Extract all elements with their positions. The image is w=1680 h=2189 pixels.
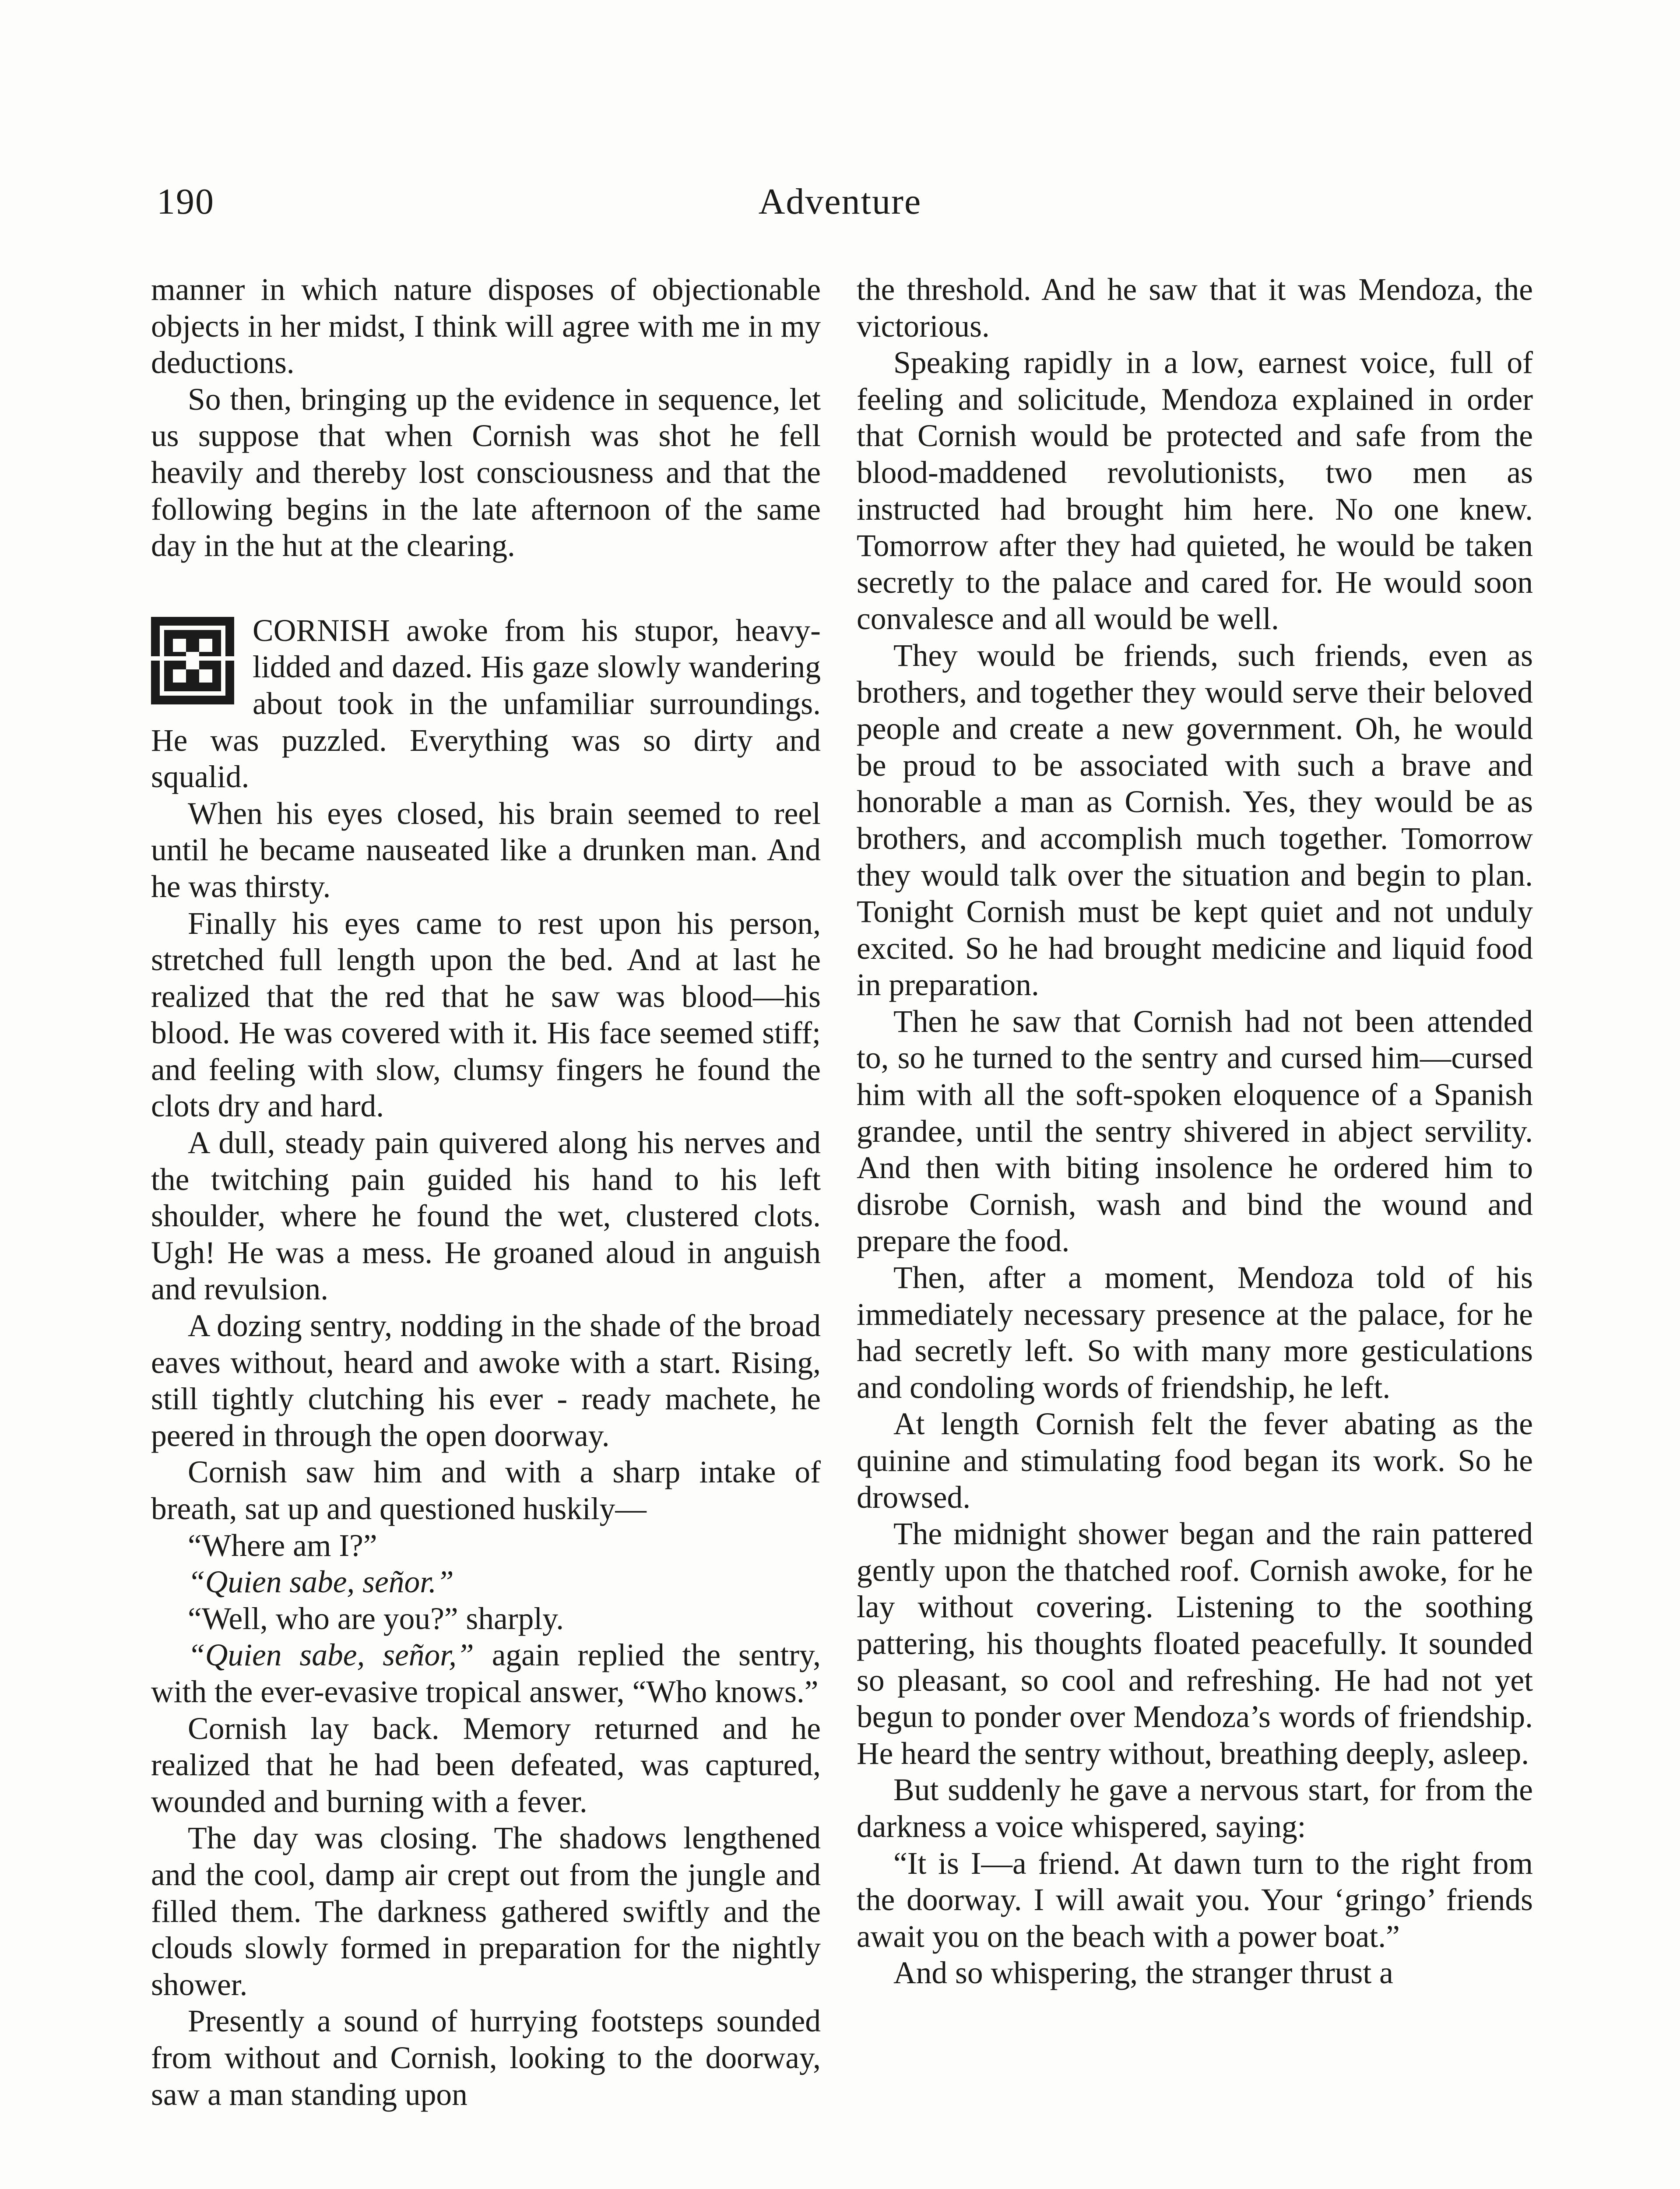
paragraph: The midnight shower began and the rain pattered gently upon the thatched roof. Cornish awoke, for he lay without covering. Listening to the soothing pattering, his thoughts floated peacefully. It sounded so pleasant, so cool and refreshing. He had not yet begun to ponder over Mendoza’s words of friendship. He heard the sentry without, breathing deeply, asleep. xyxy=(857,1517,1533,1771)
page-number: 190 xyxy=(157,181,214,222)
dialogue-line: “Well, who are you?” sharply. xyxy=(188,1601,564,1636)
right-column xyxy=(857,271,1533,1992)
paragraph: The day was closing. The shadows lengthened and the cool, damp air crept out from the jungle and filled them. The darkness gathered swiftly and the clouds slowly formed in preparation for the nightly shower. xyxy=(151,1821,821,2002)
paragraph: Finally his eyes came to rest upon his person, stretched full length upon the bed. And at last he realized that the red that he saw was blood—his blood. He was covered with it. His face seemed stiff; and feeling with slow, clumsy fingers he found the clots dry and hard. xyxy=(151,906,821,1124)
italic-quote: “Quien sabe, señor.” xyxy=(188,1565,454,1600)
paragraph: Cornish lay back. Memory returned and he realized that he had been defeated, was captured, wounded and burning with a fever. xyxy=(151,1711,821,1819)
section-opening-paragraph xyxy=(151,612,821,795)
paragraph: Cornish saw him and with a sharp intake of breath, sat up and questioned huskily— xyxy=(151,1455,821,1526)
paragraph-text: CORNISH awoke from his stupor, heavy-lidded and dazed. His gaze slowly wandering about took in the unfamiliar surroundings. He was puzzled. Everything was so dirty and squalid. xyxy=(151,613,821,795)
paragraph: the threshold. And he saw that it was Mendoza, the victorious. xyxy=(857,272,1533,344)
left-column xyxy=(151,271,821,2113)
dialogue-line: “Where am I?” xyxy=(188,1528,377,1563)
running-head: Adventure xyxy=(758,181,922,222)
paragraph: Then he saw that Cornish had not been attended to, so he turned to the sentry and cursed him—cursed him with all the soft-spoken eloquence of a Spanish grandee, until the sentry shivered in abject servility. And then with biting insolence he ordered him to disrobe Cornish, wash and bind the wound and prepare the food. xyxy=(857,1004,1533,1259)
paragraph: Then, after a moment, Mendoza told of his immediately necessary presence at the palace, for he had secretly left. So with many more gesticulations and condoling words of friendship, he left. xyxy=(857,1260,1533,1405)
paragraph: But suddenly he gave a nervous start, for from the darkness a voice whispered, saying: xyxy=(857,1773,1533,1844)
paragraph: And so whispering, the stranger thrust a xyxy=(893,1956,1393,1991)
paragraph: Presently a sound of hurrying footsteps sounded from without and Cornish, looking to the doorway, saw a man standing upon xyxy=(151,2004,821,2112)
paragraph: At length Cornish felt the fever abating as the quinine and stimulating food began its work. So he drowsed. xyxy=(857,1407,1533,1515)
italic-quote: “Quien sabe, señor,” xyxy=(188,1638,474,1673)
paragraph: “It is I—a friend. At dawn turn to the right from the doorway. I will await you. Your ‘gringo’ friends await you on the beach with a power boat.” xyxy=(857,1846,1533,1954)
paragraph: Speaking rapidly in a low, earnest voice, full of feeling and solicitude, Mendoza explained in order that Cornish would be protected and safe from the blood-maddened revolutionists, two men as instructed had brought him here. No one knew. Tomorrow after they had quieted, he would be taken secretly to the palace and cared for. He would soon convalesce and all would be well. xyxy=(857,345,1533,637)
paragraph xyxy=(151,1637,821,1710)
paragraph: They would be friends, such friends, even as brothers, and together they would serve their beloved people and create a new government. Oh, he would be proud to be associated with such a brave and honorable a man as Cornish. Yes, they would be as brothers, and accomplish much together. Tomorrow they would talk over the situation and begin to plan. Tonight Cornish must be kept quiet and not unduly excited. So he had brought medicine and liquid food in preparation. xyxy=(857,638,1533,1003)
dialogue-line xyxy=(151,1564,821,1601)
paragraph-text: again replied the sentry, with the ever-evasive tropical answer, “Who knows.” xyxy=(151,1638,821,1709)
paragraph: manner in which nature disposes of objectionable objects in her midst, I think will agree with me in my deductions. xyxy=(151,272,821,380)
paragraph: A dull, steady pain quivered along his nerves and the twitching pain guided his hand to his left shoulder, where he found the wet, clustered clots. Ugh! He was a mess. He groaned aloud in anguish and revulsion. xyxy=(151,1126,821,1307)
paragraph: A dozing sentry, nodding in the shade of the broad eaves without, heard and awoke with a start. Rising, still tightly clutching his ever - ready machete, he peered in through the open doorway. xyxy=(151,1309,821,1453)
paragraph: When his eyes closed, his brain seemed to reel until he became nauseated like a drunken man. And he was thirsty. xyxy=(151,796,821,904)
ornamental-initial-icon xyxy=(151,617,234,704)
paragraph: So then, bringing up the evidence in sequence, let us suppose that when Cornish was shot he fell heavily and thereby lost consciousness and that the following begins in the late afternoon of the same day in the hut at the clearing. xyxy=(151,382,821,563)
